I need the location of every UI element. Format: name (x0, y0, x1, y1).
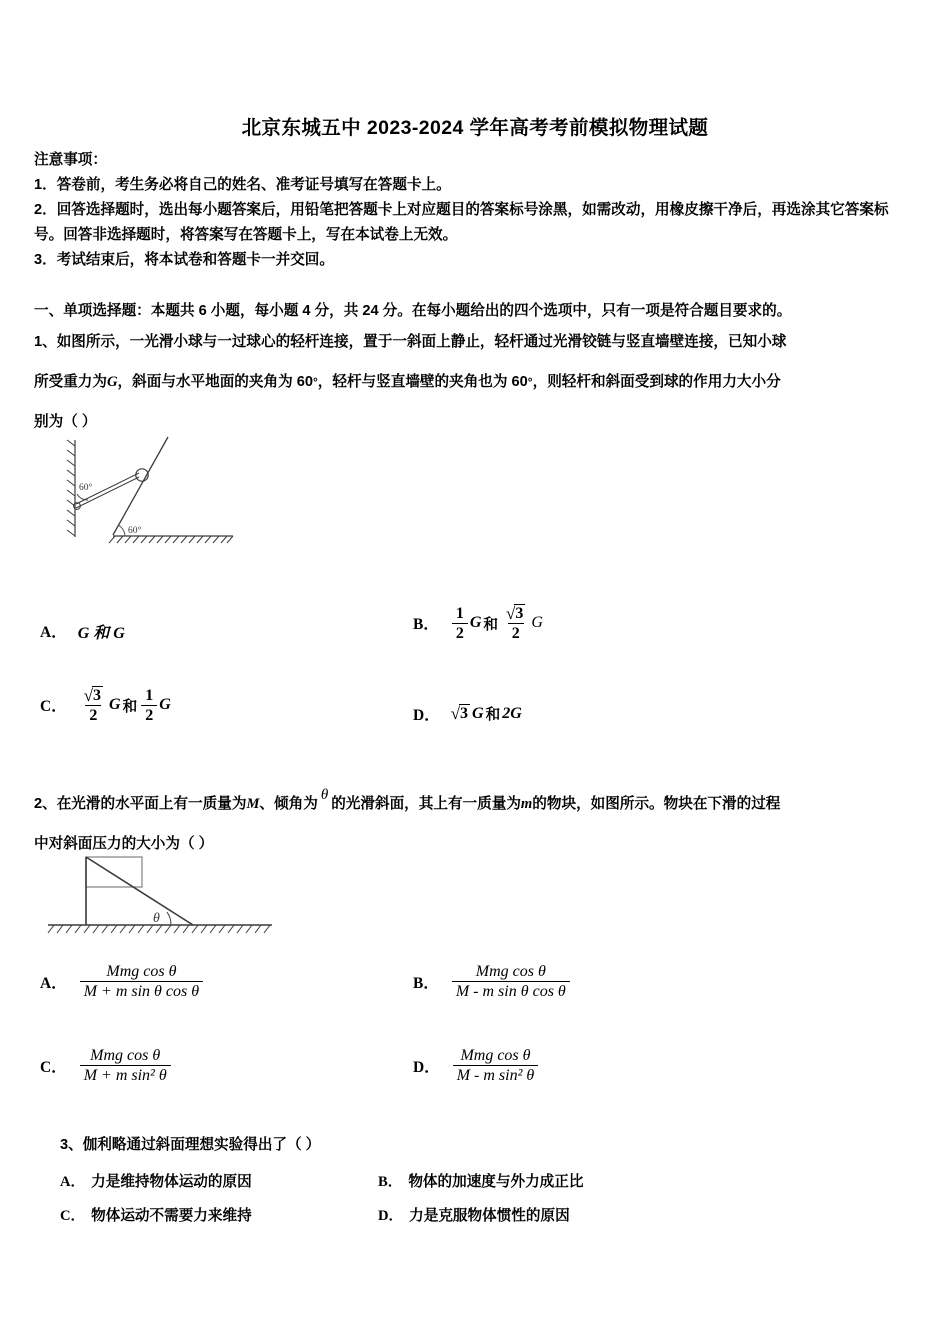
question-3-options-row-2 (60, 1199, 920, 1233)
option-c-label: C． (40, 698, 67, 716)
option-b-label: B． (413, 616, 439, 634)
question-2-options-row-1 (34, 963, 920, 1001)
option-b-num-1: 1 (455, 604, 464, 622)
wall-angle-label: 60° (79, 483, 93, 493)
q3-option-d-text: 力是克服物体惯性的原因 (409, 1208, 570, 1224)
incline-angle-arc (167, 912, 171, 925)
option-d-var: G (472, 704, 484, 722)
question-1-options-row-1 (34, 604, 920, 643)
question-2-option-d[interactable] (413, 1047, 786, 1085)
question-2-option-b[interactable] (413, 963, 786, 1001)
q1-symbol-g: G (106, 374, 118, 390)
option-b-den-2: 2 (508, 623, 524, 642)
q2-option-a-label: A． (40, 974, 67, 992)
q2-option-d-numerator: Mmg cos θ (460, 1047, 531, 1064)
question-1-stem (34, 322, 920, 442)
option-b-den-1: 2 (452, 623, 468, 642)
option-c-var-1: G (109, 696, 121, 714)
question-2-line-1 (34, 775, 926, 824)
notice-heading: 注意事项： (34, 152, 107, 168)
question-2-option-c[interactable] (34, 1047, 413, 1085)
wedge-hypotenuse (86, 857, 193, 925)
question-3-options-row-1 (60, 1165, 920, 1199)
q2-option-a-numerator: Mmg cos θ (106, 963, 177, 980)
option-c-value: √ 3 2 G 和 $\frac{1}{2}$ G (83, 686, 171, 725)
ground-hatching (48, 925, 270, 933)
q3-option-d-label: D． (378, 1208, 404, 1224)
option-c-var-2: G (159, 696, 171, 714)
q2-option-c-value (78, 1047, 173, 1085)
question-2-option-a[interactable] (34, 963, 413, 1001)
question-3-option-a[interactable] (60, 1165, 378, 1199)
option-b-radicand: 3 (515, 605, 524, 622)
question-3-options (60, 1165, 920, 1233)
option-b-conjunction: 和 (483, 616, 499, 633)
option-d-value: √ 3 G 和 2G (450, 704, 522, 724)
q1-degree-2: ° (527, 375, 533, 389)
notice-item-3: 3．考试结束后，将本试卷和答题卡一并交回。 (34, 252, 334, 268)
question-2-line-2: 中对斜面压力的大小为（ ） (34, 836, 214, 852)
ground-angle-label: 60° (128, 526, 142, 536)
question-3-stem: 3、伽利略通过斜面理想实验得出了（ ） (60, 1137, 321, 1153)
q2-option-b-numerator: Mmg cos θ (475, 963, 546, 980)
option-d-conjunction: 和 (485, 707, 501, 724)
option-b-value: $\frac{1}{2}$ G 和 √ 3 2 G (450, 604, 543, 643)
section-heading: 一、单项选择题：本题共 6 小题，每小题 4 分，共 24 分。在每小题给出的四个选项中，只有一项是符合题目要求的。 (34, 303, 792, 319)
wall-hatching (67, 440, 75, 536)
question-1-figure (55, 432, 255, 562)
option-a-value: G 和 G (77, 624, 125, 642)
q2-symbol-m-upper: M (246, 796, 260, 812)
q2-option-a-value (78, 963, 205, 1001)
q1-l2-part-a: 所受重力为 (34, 374, 107, 390)
q3-option-a-label: A． (60, 1174, 86, 1190)
q2-symbol-theta: θ (320, 787, 329, 803)
page-title: 北京东城五中 2023-2024 学年高考考前模拟物理试题 (241, 117, 709, 139)
question-1-line-2 (34, 362, 920, 402)
option-d-tail: 2G (502, 704, 522, 722)
option-d-radicand: 3 (460, 705, 469, 723)
question-1-option-d[interactable] (413, 703, 786, 725)
option-d-label: D． (413, 706, 440, 724)
q2-l1-part-d: 的物块，如图所示。物块在下滑的过程 (532, 796, 781, 812)
q1-degree-1: ° (312, 375, 318, 389)
option-c-num-2: 1 (145, 686, 154, 704)
q1-l2-part-b: ，斜面与水平地面的夹角为 60 (117, 374, 313, 390)
question-1-option-a[interactable] (34, 620, 413, 643)
notice-item-1: 1．答卷前，考生务必将自己的姓名、准考证号填写在答题卡上。 (34, 177, 451, 193)
q3-option-a-text: 力是维持物体运动的原因 (91, 1174, 252, 1190)
question-3-option-b[interactable] (378, 1165, 583, 1199)
q2-l1-part-a: 2、在光滑的水平面上有一质量为 (34, 796, 247, 812)
question-2-figure (40, 852, 300, 957)
notice-item-2: 2．回答选择题时，选出每小题答案后，用铅笔把答题卡上对应题目的答案标号涂黑，如需改动，用橡皮擦干净后，再选涂其它答案标号。回答非选择题时，将答案写在答题卡上，写在本试卷上无效。 (34, 202, 889, 243)
question-2-options-row-2 (34, 1047, 920, 1085)
q2-option-a-denominator: M + m sin θ cos θ (80, 981, 203, 1000)
q2-option-c-label: C． (40, 1058, 67, 1076)
q2-option-b-denominator: M - m sin θ cos θ (452, 981, 570, 1000)
question-3-option-d[interactable] (378, 1199, 570, 1233)
incline-angle-label: θ (153, 911, 160, 926)
question-1-option-b[interactable] (413, 604, 786, 643)
figure-1-svg (55, 432, 255, 557)
option-c-den-2: 2 (141, 705, 157, 724)
question-2-stem (34, 775, 926, 864)
q1-l2-part-d: ，则轻杆和斜面受到球的作用力大小分 (532, 374, 781, 390)
question-1-option-c[interactable] (34, 686, 413, 725)
option-c-radicand: 3 (93, 687, 102, 704)
q2-option-c-numerator: Mmg cos θ (90, 1047, 161, 1064)
option-c-den-1: 2 (85, 705, 101, 724)
option-c-conjunction: 和 (122, 698, 138, 715)
figure-2-svg (40, 852, 300, 952)
q2-l1-part-c: 的光滑斜面，其上有一质量为 (331, 796, 521, 812)
q3-option-c-label: C． (60, 1208, 86, 1224)
question-1-line-3: 别为（ ） (34, 414, 97, 430)
question-1-line-1: 1、如图所示，一光滑小球与一过球心的轻杆连接，置于一斜面上静止，轻杆通过光滑铰链与竖直墙壁连接，已知小球 (34, 334, 787, 350)
q2-option-d-value (451, 1047, 541, 1085)
q2-symbol-m-lower: m (520, 796, 533, 812)
q2-option-d-label: D． (413, 1058, 440, 1076)
question-3-option-c[interactable] (60, 1199, 378, 1233)
q2-option-b-value (450, 963, 572, 1001)
q2-l1-part-b: 、倾角为 (259, 796, 318, 812)
ground-hatching (109, 536, 233, 543)
q3-option-c-text: 物体运动不需要力来维持 (91, 1208, 252, 1224)
q2-option-d-denominator: M - m sin² θ (453, 1065, 539, 1084)
ground-angle-arc (118, 525, 125, 536)
option-b-var-2: G (531, 614, 543, 632)
q3-option-b-label: B． (378, 1174, 403, 1190)
q2-option-b-label: B． (413, 974, 439, 992)
q3-option-b-text: 物体的加速度与外力成正比 (408, 1174, 584, 1190)
option-b-var-1: G (469, 614, 482, 632)
q1-l2-part-c: ，轻杆与竖直墙壁的夹角也为 60 (317, 374, 528, 390)
question-1-options-row-2 (34, 686, 920, 725)
notice-block (34, 148, 916, 273)
q2-option-c-denominator: M + m sin² θ (80, 1065, 171, 1084)
option-a-label: A． (40, 624, 67, 642)
